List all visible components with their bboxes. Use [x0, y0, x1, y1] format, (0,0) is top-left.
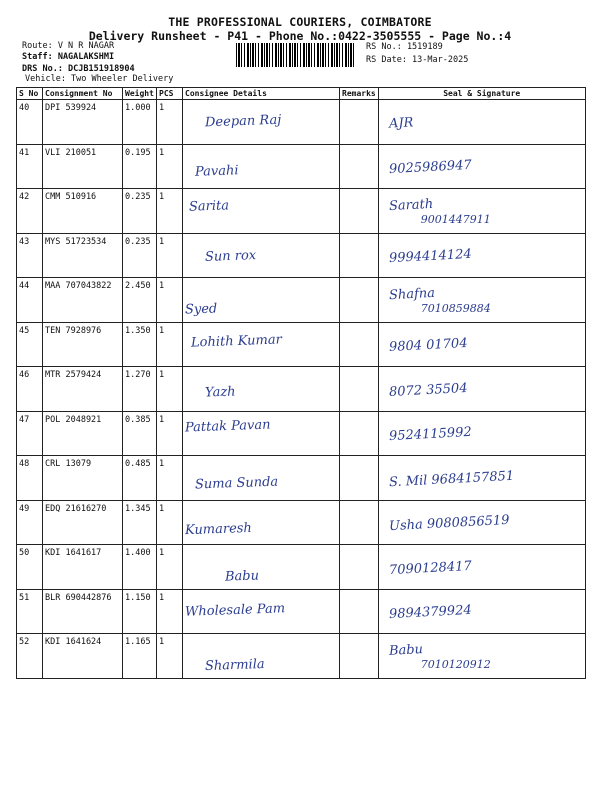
row-sno: 41 [17, 144, 43, 189]
row-weight: 1.345 [123, 500, 157, 545]
row-consignment-no: MTR 2579424 [43, 367, 123, 412]
row-consignee [183, 278, 340, 323]
row-remarks [340, 322, 379, 367]
signature-handwriting: 9894379924 [388, 603, 472, 623]
row-remarks [340, 100, 379, 145]
row-weight: 0.195 [123, 144, 157, 189]
row-consignment-no: MYS 51723534 [43, 233, 123, 278]
signature-handwriting: Usha 9080856519 [388, 513, 510, 535]
table-row [17, 189, 586, 234]
consignee-handwriting: Yazh [204, 384, 236, 401]
row-weight: 1.270 [123, 367, 157, 412]
row-weight: 2.450 [123, 278, 157, 323]
row-signature [378, 189, 585, 234]
row-pcs: 1 [157, 545, 183, 590]
signature-handwriting: 9025986947 [388, 158, 472, 178]
row-consignment-no: DPI 539924 [43, 100, 123, 145]
row-consignment-no: KDI 1641617 [43, 545, 123, 590]
vehicle-text: Vehicle: Two Wheeler Delivery [25, 74, 174, 84]
col-header-signature: Seal & Signature [378, 88, 585, 100]
table-row [17, 545, 586, 590]
row-weight: 1.165 [123, 634, 157, 679]
row-remarks [340, 233, 379, 278]
row-consignment-no: CMM 510916 [43, 189, 123, 234]
row-consignee [183, 545, 340, 590]
table-row [17, 144, 586, 189]
signature-handwriting: 7090128417 [388, 558, 472, 578]
row-weight: 0.485 [123, 456, 157, 501]
consignee-handwriting: Lohith Kumar [190, 332, 283, 351]
row-consignee [183, 500, 340, 545]
row-signature [378, 322, 585, 367]
row-sno: 46 [17, 367, 43, 412]
row-remarks [340, 144, 379, 189]
row-signature [378, 411, 585, 456]
row-consignee [183, 322, 340, 367]
signature-handwriting: Sarath [388, 197, 434, 215]
table-row [17, 322, 586, 367]
row-consignee [183, 144, 340, 189]
row-consignee [183, 589, 340, 634]
table-row [17, 589, 586, 634]
row-pcs: 1 [157, 367, 183, 412]
row-signature [378, 100, 585, 145]
table-row [17, 411, 586, 456]
row-remarks [340, 500, 379, 545]
row-remarks [340, 545, 379, 590]
consignee-handwriting: Pattak Pavan [184, 417, 271, 436]
signature-phone-handwriting: 7010859884 [420, 302, 491, 316]
row-pcs: 1 [157, 144, 183, 189]
col-header-pcs: PCS [157, 88, 183, 100]
row-signature [378, 233, 585, 278]
signature-handwriting: 9994414124 [388, 247, 472, 267]
table-row [17, 278, 586, 323]
signature-phone-handwriting: 7010120912 [420, 658, 491, 672]
staff-text: Staff: NAGALAKSHMI [22, 52, 115, 62]
signature-handwriting: 9524115992 [388, 425, 472, 445]
table-row [17, 233, 586, 278]
row-consignment-no: CRL 13079 [43, 456, 123, 501]
row-pcs: 1 [157, 589, 183, 634]
consignee-handwriting: Sarita [188, 198, 230, 215]
company-title: THE PROFESSIONAL COURIERS, COIMBATORE [168, 15, 432, 29]
row-pcs: 1 [157, 233, 183, 278]
row-weight: 1.000 [123, 100, 157, 145]
drs-number: DRS No.: DCJB151918904 [22, 64, 135, 74]
row-pcs: 1 [157, 411, 183, 456]
row-sno: 51 [17, 589, 43, 634]
row-signature [378, 589, 585, 634]
row-sno: 43 [17, 233, 43, 278]
consignee-handwriting: Wholesale Pam [184, 601, 286, 620]
barcode [236, 43, 354, 67]
col-header-consignment: Consignment No [43, 88, 123, 100]
row-consignment-no: TEN 7928976 [43, 322, 123, 367]
row-pcs: 1 [157, 278, 183, 323]
row-pcs: 1 [157, 456, 183, 501]
row-signature [378, 634, 585, 679]
row-consignment-no: POL 2048921 [43, 411, 123, 456]
row-consignee [183, 456, 340, 501]
consignee-handwriting: Babu [224, 568, 260, 585]
table-row [17, 367, 586, 412]
row-consignee [183, 634, 340, 679]
row-signature [378, 144, 585, 189]
rs-date: RS Date: 13-Mar-2025 [366, 55, 469, 65]
consignee-handwriting: Kumaresh [184, 521, 253, 539]
consignee-handwriting: Pavahi [194, 163, 239, 181]
signature-handwriting: 9804 01704 [388, 336, 468, 356]
row-consignee [183, 233, 340, 278]
signature-handwriting: S. Mil 9684157851 [388, 468, 515, 491]
row-remarks [340, 634, 379, 679]
row-pcs: 1 [157, 100, 183, 145]
row-signature [378, 367, 585, 412]
row-weight: 0.235 [123, 189, 157, 234]
row-weight: 0.385 [123, 411, 157, 456]
row-signature [378, 545, 585, 590]
consignee-handwriting: Syed [184, 301, 218, 318]
row-pcs: 1 [157, 322, 183, 367]
row-pcs: 1 [157, 634, 183, 679]
signature-phone-handwriting: 9001447911 [420, 213, 491, 227]
row-remarks [340, 589, 379, 634]
row-signature [378, 456, 585, 501]
consignee-handwriting: Sun rox [204, 248, 257, 266]
consignee-handwriting: Sharmila [204, 656, 265, 674]
row-sno: 47 [17, 411, 43, 456]
table-row [17, 634, 586, 679]
table-row [17, 456, 586, 501]
table-row [17, 100, 586, 145]
row-sno: 50 [17, 545, 43, 590]
signature-handwriting: Shafna [388, 286, 436, 304]
row-consignment-no: KDI 1641624 [43, 634, 123, 679]
row-sno: 52 [17, 634, 43, 679]
row-weight: 0.235 [123, 233, 157, 278]
row-remarks [340, 411, 379, 456]
row-consignment-no: EDQ 21616270 [43, 500, 123, 545]
route-text: Route: V N R NAGAR [22, 41, 115, 51]
row-sno: 40 [17, 100, 43, 145]
row-sno: 48 [17, 456, 43, 501]
col-header-weight: Weight [123, 88, 157, 100]
signature-handwriting: 8072 35504 [388, 380, 468, 400]
row-consignee [183, 411, 340, 456]
row-weight: 1.350 [123, 322, 157, 367]
row-consignee [183, 189, 340, 234]
rs-number: RS No.: 1519189 [366, 42, 443, 52]
signature-handwriting: AJR [388, 115, 414, 132]
row-consignee [183, 100, 340, 145]
signature-handwriting: Babu [388, 642, 424, 660]
row-sno: 45 [17, 322, 43, 367]
row-remarks [340, 278, 379, 323]
row-remarks [340, 189, 379, 234]
col-header-consignee: Consignee Details [183, 88, 340, 100]
row-pcs: 1 [157, 189, 183, 234]
consignee-handwriting: Deepan Raj [204, 112, 282, 131]
row-signature [378, 500, 585, 545]
row-consignment-no: MAA 707043822 [43, 278, 123, 323]
table-header-row [17, 88, 586, 100]
row-weight: 1.150 [123, 589, 157, 634]
table-row [17, 500, 586, 545]
row-signature [378, 278, 585, 323]
runsheet-subtitle: Delivery Runsheet - P41 - Phone No.:0422-3505555 - Page No.:4 [88, 29, 512, 43]
consignee-handwriting: Suma Sunda [194, 474, 279, 493]
row-consignment-no: BLR 690442876 [43, 589, 123, 634]
row-sno: 49 [17, 500, 43, 545]
col-header-remarks: Remarks [340, 88, 379, 100]
row-sno: 44 [17, 278, 43, 323]
row-weight: 1.400 [123, 545, 157, 590]
row-consignee [183, 367, 340, 412]
row-remarks [340, 456, 379, 501]
col-header-sno: S No [17, 88, 43, 100]
row-consignment-no: VLI 210051 [43, 144, 123, 189]
row-sno: 42 [17, 189, 43, 234]
row-remarks [340, 367, 379, 412]
row-pcs: 1 [157, 500, 183, 545]
runsheet-table [16, 87, 586, 679]
